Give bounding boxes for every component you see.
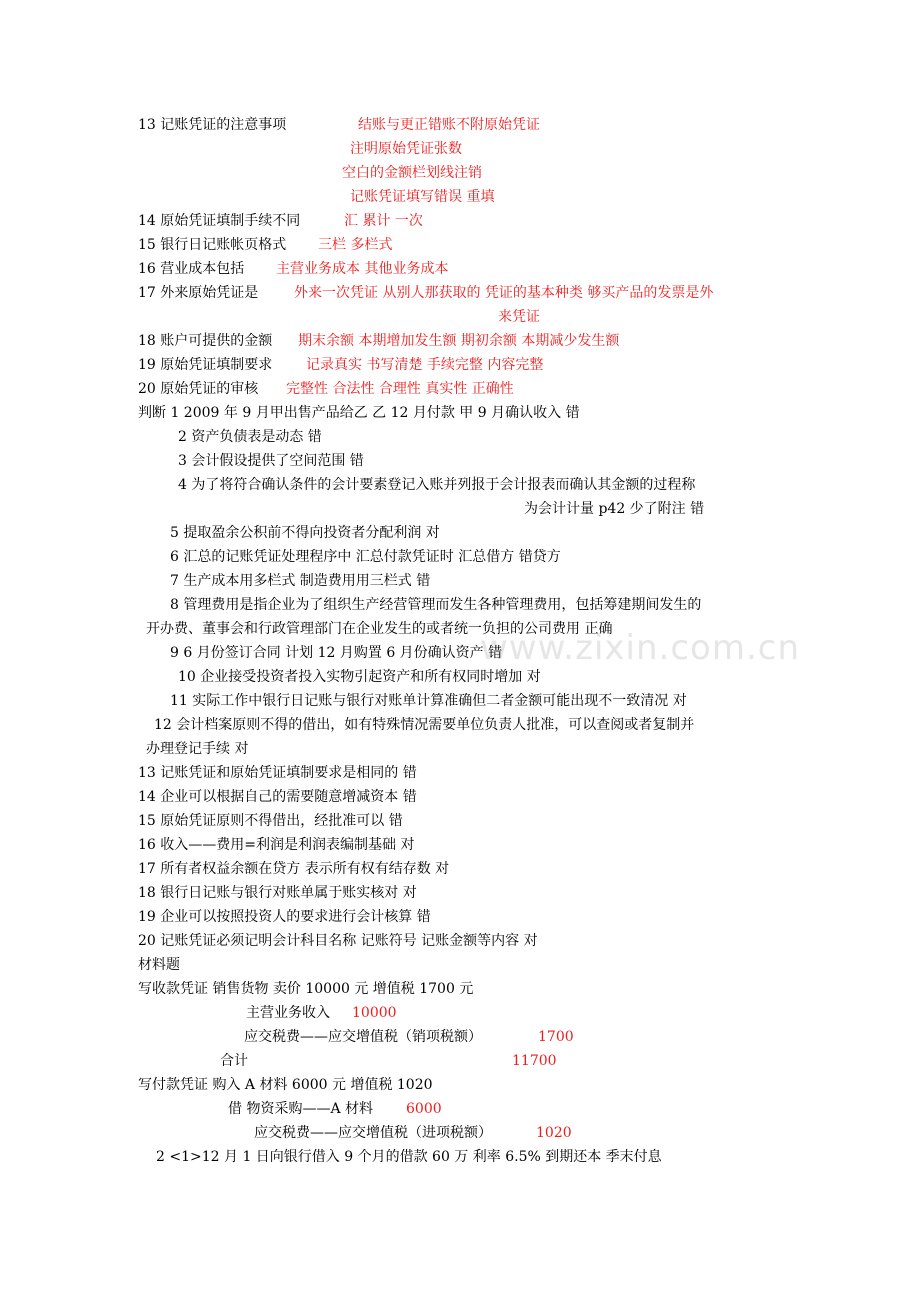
- entry-material-purchase-label: 借 物资采购——A 材料: [228, 1101, 374, 1117]
- entry-total-amount: 11700: [512, 1053, 557, 1069]
- item-19-label: 19 原始凭证填制要求: [138, 357, 273, 373]
- judge-9: 9 6 月份签订合同 计划 12 月购置 6 月份确认资产 错: [170, 645, 503, 661]
- judge-12-line-2: 办理登记手续 对: [146, 741, 249, 757]
- entry-total-label: 合计: [220, 1053, 248, 1069]
- judge-6: 6 汇总的记账凭证处理程序中 汇总付款凭证时 汇总借方 错贷方: [170, 549, 561, 565]
- entry-output-vat-label: 应交税费——应交增值税（销项税额）: [244, 1029, 482, 1045]
- material-heading: 材料题: [138, 957, 180, 973]
- item-14-answer: 汇 累计 一次: [344, 213, 423, 229]
- entry-input-vat-label: 应交税费——应交增值税（进项税额）: [254, 1125, 492, 1141]
- item-13-answer-3: 空白的金额栏划线注销: [342, 165, 482, 181]
- item-13-answer-2: 注明原始凭证张数: [350, 141, 462, 157]
- judge-20: 20 记账凭证必须记明会计科目名称 记账符号 记账金额等内容 对: [138, 933, 538, 949]
- material-receipt-voucher: 写收款凭证 销售货物 卖价 10000 元 增值税 1700 元: [138, 981, 474, 997]
- judge-16: 16 收入——费用=利润是利润表编制基础 对: [138, 837, 415, 853]
- item-14-label: 14 原始凭证填制手续不同: [138, 213, 301, 229]
- judge-3: 3 会计假设提供了空间范围 错: [178, 453, 364, 469]
- item-13-answer-1: 结账与更正错账不附原始凭证: [358, 117, 540, 133]
- judge-12-line-1: 12 会计档案原则不得的借出，如有特殊情况需要单位负责人批准，可以查阅或者复制并: [154, 717, 695, 733]
- item-20-answer: 完整性 合法性 合理性 真实性 正确性: [286, 381, 514, 397]
- entry-output-vat-amount: 1700: [538, 1029, 574, 1045]
- watermark: www.zixin.com.cn: [480, 628, 800, 668]
- judge-11: 11 实际工作中银行日记账与银行对账单计算准确但二者金额可能出现不一致清况 对: [170, 693, 687, 709]
- item-16-label: 16 营业成本包括: [138, 261, 245, 277]
- item-17-answer-1: 外来一次凭证 从别人那获取的 凭证的基本种类 够买产品的发票是外: [294, 285, 714, 301]
- judge-8-line-2: 开办费、董事会和行政管理部门在企业发生的或者统一负担的公司费用 正确: [146, 621, 613, 637]
- judge-1: 判断 1 2009 年 9 月甲出售产品给乙 乙 12 月付款 甲 9 月确认收入 错: [138, 405, 580, 421]
- item-17-answer-2: 来凭证: [498, 309, 540, 325]
- judge-8-line-1: 8 管理费用是指企业为了组织生产经营管理而发生各种管理费用，包括筹建期间发生的: [170, 597, 702, 613]
- material-payment-voucher: 写付款凭证 购入 A 材料 6000 元 增值税 1020: [138, 1077, 433, 1093]
- item-15-label: 15 银行日记账帐页格式: [138, 237, 287, 253]
- item-20-label: 20 原始凭证的审核: [138, 381, 259, 397]
- item-18-label: 18 账户可提供的金额: [138, 333, 273, 349]
- judge-7: 7 生产成本用多栏式 制造费用用三栏式 错: [170, 573, 431, 589]
- entry-input-vat-amount: 1020: [536, 1125, 572, 1141]
- judge-18: 18 银行日记账与银行对账单属于账实核对 对: [138, 885, 417, 901]
- judge-2: 2 资产负债表是动态 错: [178, 429, 322, 445]
- item-17-label: 17 外来原始凭证是: [138, 285, 259, 301]
- judge-4-line-2: 为会计计量 p42 少了附注 错: [524, 501, 705, 517]
- item-13-answer-4: 记账凭证填写错误 重填: [350, 189, 495, 205]
- judge-14: 14 企业可以根据自己的需要随意增减资本 错: [138, 789, 417, 805]
- entry-material-purchase-amount: 6000: [406, 1101, 442, 1117]
- material-loan-question: 2 <1>12 月 1 日向银行借入 9 个月的借款 60 万 利率 6.5% 到期还本 季末付息: [156, 1149, 662, 1165]
- item-13-label: 13 记账凭证的注意事项: [138, 117, 287, 133]
- judge-5: 5 提取盈余公积前不得向投资者分配利润 对: [170, 525, 440, 541]
- judge-17: 17 所有者权益余额在贷方 表示所有权有结存数 对: [138, 861, 450, 877]
- judge-15: 15 原始凭证原则不得借出，经批准可以 错: [138, 813, 403, 829]
- item-15-answer: 三栏 多栏式: [318, 237, 393, 253]
- entry-main-revenue-label: 主营业务收入: [246, 1005, 330, 1021]
- judge-10: 10 企业接受投资者投入实物引起资产和所有权同时增加 对: [178, 669, 541, 685]
- item-19-answer: 记录真实 书写清楚 手续完整 内容完整: [306, 357, 544, 373]
- judge-19: 19 企业可以按照投资人的要求进行会计核算 错: [138, 909, 431, 925]
- judge-13: 13 记账凭证和原始凭证填制要求是相同的 错: [138, 765, 417, 781]
- item-18-answer: 期末余额 本期增加发生额 期初余额 本期减少发生额: [298, 333, 620, 349]
- judge-4-line-1: 4 为了将符合确认条件的会计要素登记入账并列报于会计报表而确认其金额的过程称: [178, 477, 696, 493]
- entry-main-revenue-amount: 10000: [352, 1005, 397, 1021]
- item-16-answer: 主营业务成本 其他业务成本: [276, 261, 449, 277]
